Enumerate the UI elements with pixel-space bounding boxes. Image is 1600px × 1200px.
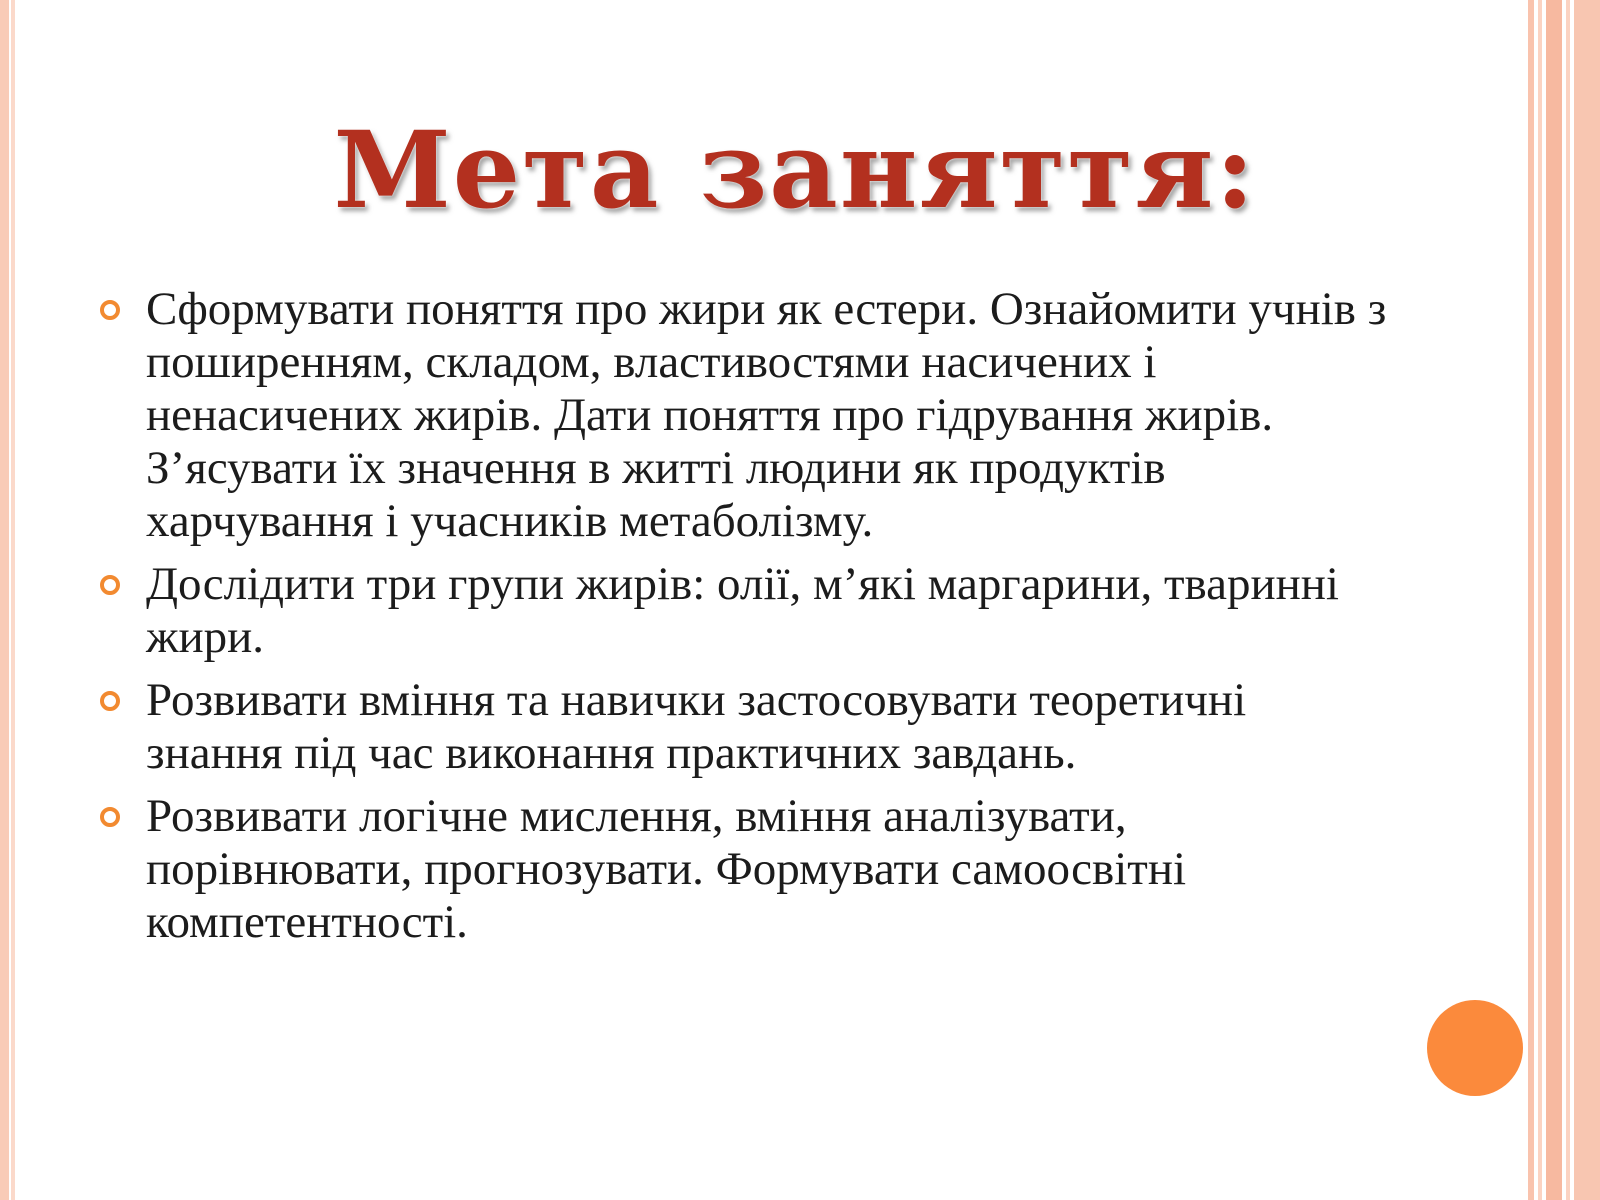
list-item bbox=[100, 283, 1390, 548]
bullet-text: Розвивати вміння та навички застосовувати теоретичні знання під час виконання практичних завдань. bbox=[146, 674, 1247, 779]
circle-bullet-icon bbox=[100, 300, 120, 320]
frame-stripe-right-outer bbox=[1574, 0, 1600, 1200]
list-item bbox=[100, 674, 1390, 780]
frame-stripe-right-wide bbox=[1546, 0, 1562, 1200]
bullet-list bbox=[100, 283, 1390, 959]
bullet-text: Дослідити три групи жирів: олії, м’які маргарини, тваринні жири. bbox=[146, 558, 1339, 663]
circle-bullet-icon bbox=[100, 575, 120, 595]
frame-stripe-right bbox=[1528, 0, 1534, 1200]
list-item bbox=[100, 790, 1390, 949]
frame-stripe-right-thin-2 bbox=[1566, 0, 1570, 1200]
bullet-text: Розвивати логічне мислення, вміння аналізувати, порівнювати, прогнозувати. Формувати самоосвітні компетентності. bbox=[146, 790, 1187, 948]
list-item bbox=[100, 558, 1390, 664]
frame-stripe-left bbox=[0, 0, 9, 1200]
circle-bullet-icon bbox=[100, 807, 120, 827]
bullet-text: Сформувати поняття про жири як естери. Ознайомити учнів з поширенням, складом, властивостями насичених і ненасичених жирів. Дати поняття про гідрування жирів. З’ясувати їх значення в житті людини як продуктів харчування і учасників метаболізму. bbox=[146, 283, 1387, 547]
frame-stripe-left-thin bbox=[11, 0, 15, 1200]
frame-stripe-right-thin bbox=[1538, 0, 1542, 1200]
circle-bullet-icon bbox=[100, 691, 120, 711]
slide-title: Мета заняття: bbox=[333, 107, 1257, 232]
decorative-circle bbox=[1427, 1000, 1523, 1096]
